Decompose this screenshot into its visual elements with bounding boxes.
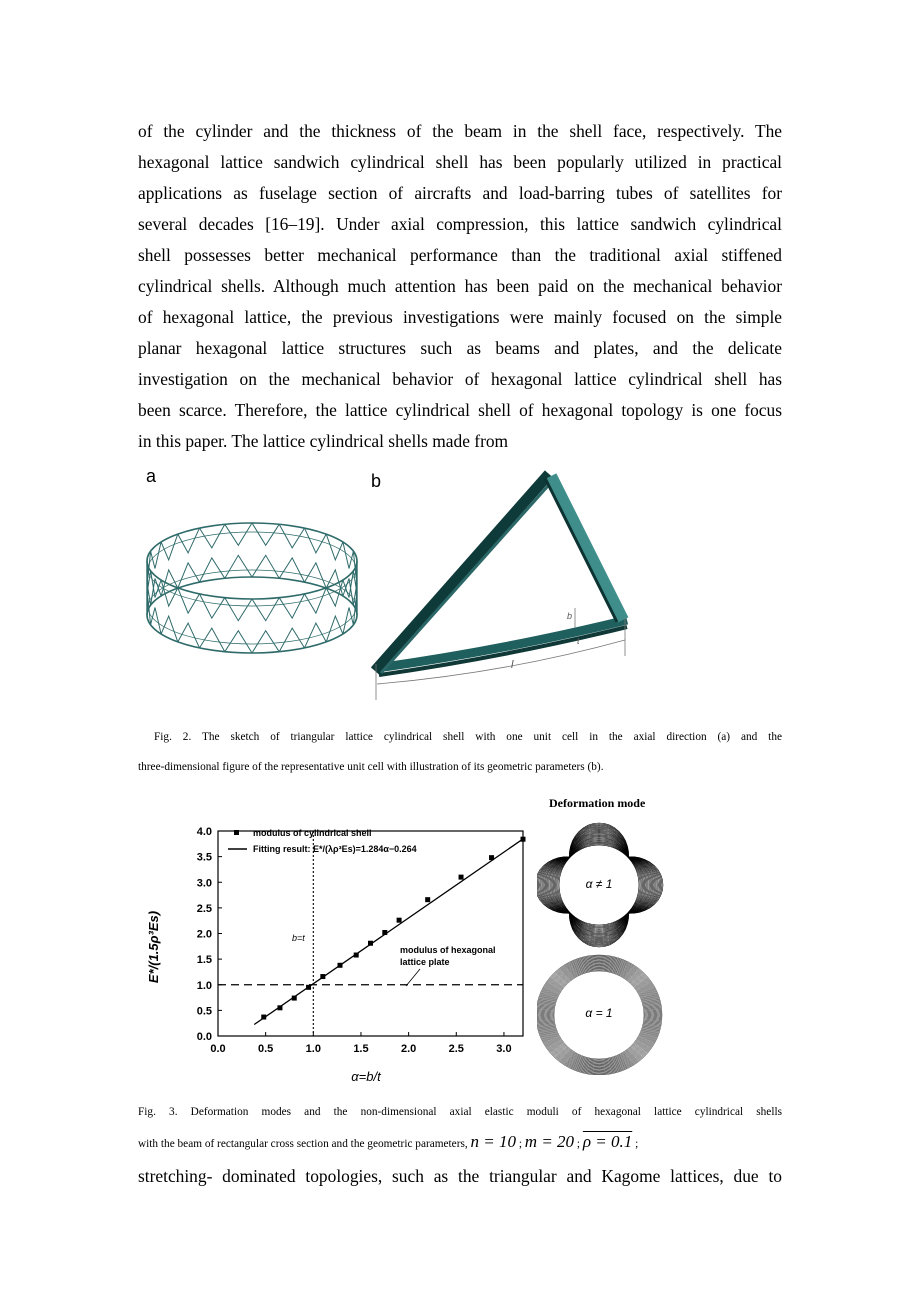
x-axis-label: α=b/t bbox=[351, 1069, 381, 1084]
body-paragraph-top bbox=[138, 116, 782, 457]
y-tick-label: 2.0 bbox=[196, 928, 212, 941]
ring-bottom-inner-edge bbox=[148, 570, 356, 644]
text-line: been scarce. Therefore, the lattice cylindrical shell of hexagonal topology is one focus bbox=[138, 400, 782, 420]
caption-line: Fig. 3. Deformation modes and the non-dimensional axial elastic moduli of hexagonal lattice cylindrical shells bbox=[138, 1106, 782, 1118]
x-tick-label: 3.0 bbox=[496, 1043, 512, 1055]
data-point bbox=[338, 963, 343, 968]
data-point bbox=[261, 1015, 266, 1020]
annotation-b-equals-t: b=t bbox=[292, 933, 305, 943]
label-alpha-eq-1: α = 1 bbox=[585, 1006, 613, 1020]
data-point bbox=[489, 855, 494, 860]
data-point bbox=[306, 985, 311, 990]
annotation-pointer bbox=[406, 969, 420, 986]
y-tick-label: 0.5 bbox=[196, 1005, 212, 1018]
dimension-label-l: l bbox=[511, 659, 514, 671]
data-point bbox=[368, 941, 373, 946]
fig3-caption bbox=[138, 1097, 782, 1157]
caption-line: Fig. 2. The sketch of triangular lattice cylindrical shell with one unit cell in the axial direction (a) and the bbox=[154, 731, 782, 743]
y-tick-label: 2.5 bbox=[196, 902, 212, 915]
y-tick-label: 0.0 bbox=[196, 1031, 212, 1043]
x-tick-label: 2.5 bbox=[448, 1043, 464, 1055]
lattice-ring bbox=[147, 523, 357, 653]
body-paragraph-bottom bbox=[138, 1161, 782, 1192]
data-point bbox=[292, 996, 297, 1001]
deformation-mode-figure bbox=[537, 815, 672, 1075]
x-tick-label: 1.5 bbox=[353, 1043, 369, 1055]
fig2-caption bbox=[138, 722, 782, 782]
x-tick-label: 2.0 bbox=[400, 1043, 417, 1055]
caption-line: three-dimensional figure of the representative unit cell with illustration of its geometric parameters (b). bbox=[138, 761, 604, 773]
x-tick-label: 1.0 bbox=[305, 1043, 321, 1055]
unit-cell-right-beam bbox=[551, 476, 623, 620]
x-tick-label: 0.5 bbox=[258, 1043, 274, 1055]
unit-cell-figure bbox=[365, 468, 640, 703]
x-tick-label: 0.0 bbox=[210, 1043, 226, 1055]
param-separator: ; bbox=[518, 1138, 522, 1150]
plot-frame bbox=[218, 831, 523, 1036]
param-n: n = 10 bbox=[470, 1132, 516, 1151]
label-alpha-neq-1: α ≠ 1 bbox=[585, 877, 613, 891]
y-tick-label: 4.0 bbox=[196, 826, 212, 838]
text-line: stretching- dominated topologies, such as the triangular and Kagome lattices, due to bbox=[138, 1166, 782, 1186]
legend-entry-fit: Fitting result: E*/(λρ³Es)=1.284α−0.264 bbox=[253, 844, 417, 854]
param-separator: ; bbox=[635, 1138, 639, 1150]
data-point bbox=[277, 1005, 282, 1010]
fig2-panel-label-a: a bbox=[146, 466, 157, 486]
annotation-hexagonal-plate-line1: modulus of hexagonal bbox=[400, 945, 496, 955]
y-tick-label: 3.5 bbox=[196, 851, 212, 864]
annotation-hexagonal-plate-line2: lattice plate bbox=[400, 957, 450, 967]
unit-cell-right-beam-edge bbox=[545, 478, 617, 622]
text-line: cylindrical shells. Although much attention has been paid on the mechanical behavior bbox=[138, 276, 782, 296]
text-line: in this paper. The lattice cylindrical shells made from bbox=[138, 431, 509, 451]
text-line: investigation on the mechanical behavior of hexagonal lattice cylindrical shell has bbox=[138, 369, 782, 389]
y-tick-label: 1.5 bbox=[196, 954, 212, 967]
text-line: of the cylinder and the thickness of the beam in the shell face, respectively. The bbox=[138, 121, 782, 141]
data-point bbox=[320, 974, 325, 979]
y-tick-label: 1.0 bbox=[196, 979, 212, 992]
y-tick-label: 3.0 bbox=[196, 877, 212, 890]
legend-marker-square bbox=[234, 830, 239, 835]
ring-top-inner-edge bbox=[148, 532, 356, 606]
triangular-lattice-ring-figure bbox=[140, 515, 365, 660]
data-point bbox=[397, 918, 402, 923]
param-m: m = 20 bbox=[524, 1132, 575, 1151]
param-rho: ρ = 0.1 bbox=[582, 1132, 633, 1151]
data-point bbox=[425, 897, 430, 902]
data-point bbox=[459, 875, 464, 880]
data-point bbox=[382, 930, 387, 935]
dimension-label-b: b bbox=[567, 611, 573, 621]
text-line: of hexagonal lattice, the previous investigations were mainly focused on the simple bbox=[138, 307, 782, 327]
dimension-label-t: t bbox=[577, 636, 580, 646]
param-separator: ; bbox=[576, 1138, 581, 1150]
text-line: applications as fuselage section of aircrafts and load-barring tubes of satellites for bbox=[138, 183, 782, 203]
axial-modulus-chart bbox=[138, 815, 538, 1085]
legend-entry-modulus: modulus of cylindrical shell bbox=[253, 828, 372, 838]
caption-line-with-params bbox=[138, 1127, 782, 1157]
deformation-mode-title: Deformation mode bbox=[549, 796, 646, 810]
caption-text: with the beam of rectangular cross section and the geometric parameters, bbox=[138, 1138, 468, 1150]
data-point bbox=[521, 837, 526, 842]
data-point bbox=[354, 953, 359, 958]
text-line: planar hexagonal lattice structures such as beams and plates, and the delicate bbox=[138, 338, 782, 358]
fig2-panel-label-b: b bbox=[371, 471, 382, 491]
text-line: several decades [16–19]. Under axial compression, this lattice sandwich cylindrical bbox=[138, 214, 782, 234]
y-axis-label: E*/(1.5ρ³Es) bbox=[146, 910, 161, 984]
text-line: hexagonal lattice sandwich cylindrical shell has been popularly utilized in practical bbox=[138, 152, 782, 172]
text-line: shell possesses better mechanical performance than the traditional axial stiffened bbox=[138, 245, 782, 265]
